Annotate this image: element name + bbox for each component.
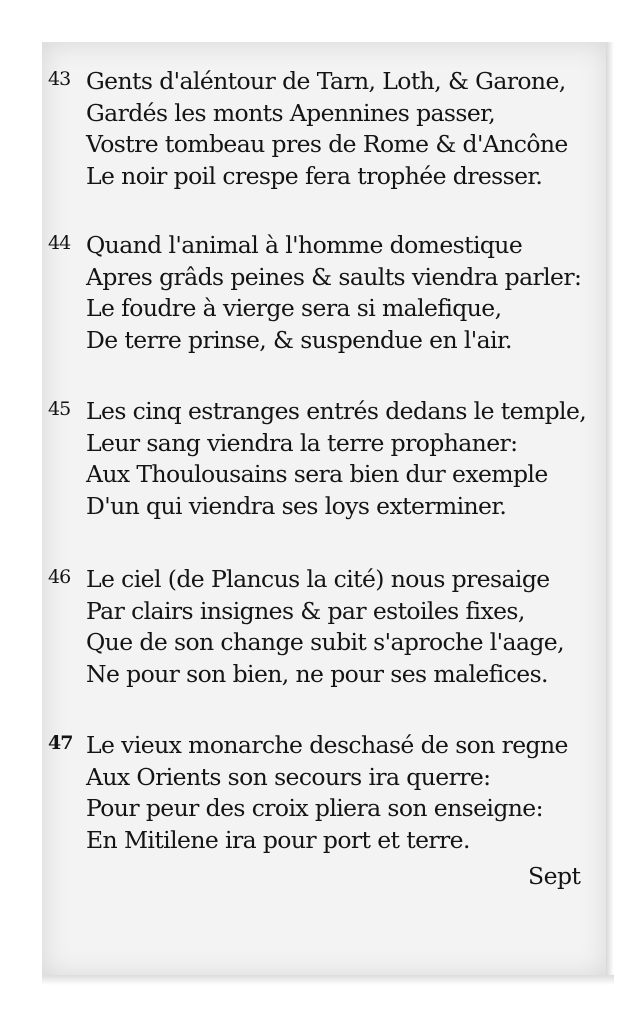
verse-line: Que de son change subit s'aproche l'aage, bbox=[86, 628, 564, 656]
verse-line: Le foudre à vierge sera si malefique, bbox=[86, 294, 502, 322]
verse-line: Gardés les monts Apennines passer, bbox=[86, 98, 496, 127]
catchword: Sept bbox=[528, 862, 581, 890]
quatrain-number: 45 bbox=[48, 398, 71, 420]
verse-line: Le ciel (de Plancus la cité) nous presaige bbox=[86, 565, 550, 593]
verse-line: Le noir poil crespe fera trophée dresser. bbox=[86, 161, 543, 190]
verse-line: Les cinq estranges entrés dedans le temple, bbox=[86, 397, 587, 425]
quatrain-number: 47 bbox=[48, 732, 73, 754]
verse-line: Le vieux monarche deschasé de son regne bbox=[86, 731, 568, 759]
verse-line: Par clairs insignes & par estoiles fixes, bbox=[86, 596, 525, 625]
verse-line: Apres grâds peines & saults viendra parler: bbox=[86, 262, 582, 291]
verse-line: Gents d'aléntour de Tarn, Loth, & Garone, bbox=[86, 67, 566, 95]
verse-line: Vostre tombeau pres de Rome & d'Ancône bbox=[86, 130, 568, 158]
page-edge bbox=[42, 975, 614, 985]
verse-line: Leur sang viendra la terre prophaner: bbox=[86, 428, 518, 457]
verse-line: Ne pour son bien, ne pour ses malefices. bbox=[86, 659, 548, 688]
verse-line: De terre prinse, & suspendue en l'air. bbox=[86, 325, 512, 354]
verse-line: Quand l'animal à l'homme domestique bbox=[86, 231, 523, 259]
page-edge bbox=[606, 42, 614, 977]
verse-line: Pour peur des croix pliera son enseigne: bbox=[86, 794, 543, 822]
quatrain-number: 46 bbox=[48, 566, 71, 588]
verse-line: En Mitilene ira pour port et terre. bbox=[86, 825, 470, 854]
quatrain-number: 43 bbox=[48, 68, 71, 90]
verse-line: D'un qui viendra ses loys exterminer. bbox=[86, 491, 507, 520]
quatrain-number: 44 bbox=[48, 232, 71, 254]
verse-line: Aux Orients son secours ira querre: bbox=[86, 762, 491, 791]
verse-line: Aux Thoulousains sera bien dur exemple bbox=[86, 460, 548, 488]
